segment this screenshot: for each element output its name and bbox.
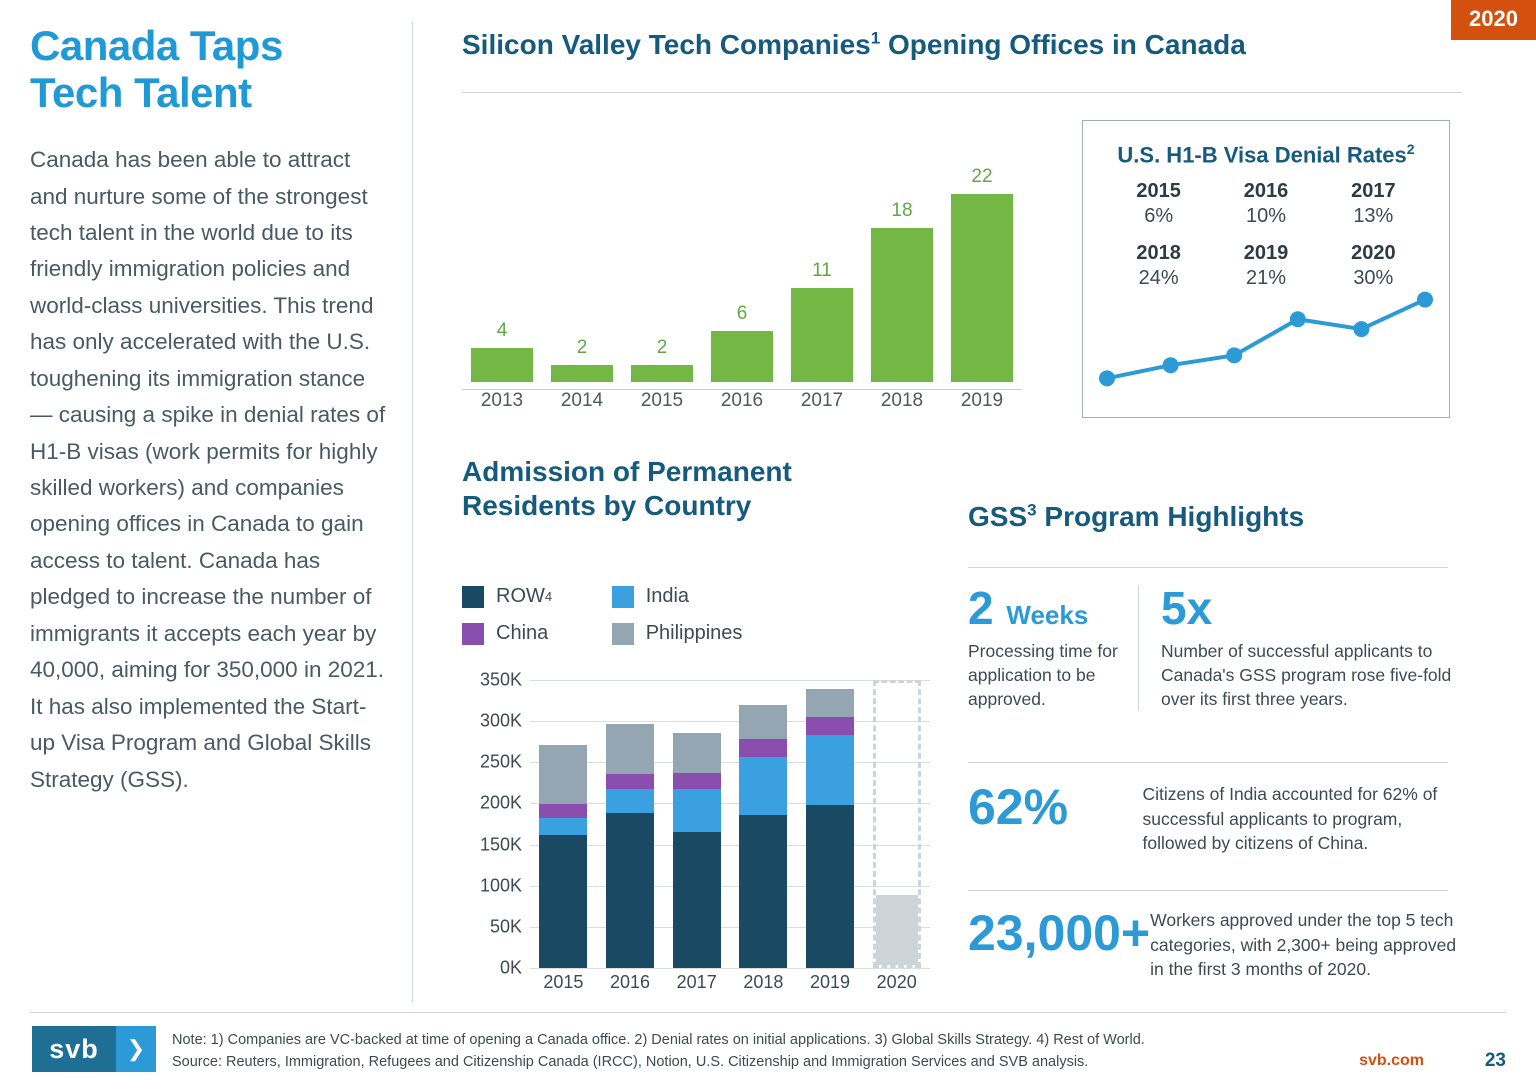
bar bbox=[551, 365, 613, 382]
bar-value-label: 18 bbox=[891, 200, 913, 222]
bar-group bbox=[462, 152, 1022, 382]
pr-bar-segment bbox=[806, 735, 854, 805]
pr-y-tick: 300K bbox=[479, 710, 522, 731]
divider-top bbox=[462, 92, 1462, 93]
pr-chart-title bbox=[462, 455, 932, 522]
divider-gss-1 bbox=[968, 567, 1448, 568]
highlight-62-number: 62% bbox=[968, 779, 1069, 835]
pr-stacked-bar bbox=[739, 705, 787, 968]
pr-bar-segment bbox=[539, 745, 587, 804]
highlight-fivex-number: 5x bbox=[1161, 582, 1213, 634]
pr-chart-header bbox=[462, 455, 932, 522]
pr-plot-area bbox=[530, 680, 930, 968]
bar bbox=[471, 348, 533, 382]
bar-value-label: 6 bbox=[736, 302, 748, 324]
top-chart-title bbox=[462, 28, 1462, 62]
pr-bar-segment bbox=[539, 804, 587, 818]
h1b-data-point bbox=[1226, 347, 1242, 363]
svb-website-link[interactable]: svb.com bbox=[1359, 1052, 1424, 1069]
highlight-row-1 bbox=[968, 582, 1468, 711]
pr-column bbox=[730, 705, 797, 968]
h1b-year: 2016 bbox=[1243, 180, 1289, 203]
legend-item bbox=[462, 585, 602, 608]
divider-gss-2 bbox=[968, 762, 1448, 763]
highlight-23000-number: 23,000+ bbox=[968, 905, 1151, 961]
legend-swatch bbox=[462, 623, 484, 645]
h1b-rate: 21% bbox=[1245, 267, 1286, 290]
gss-title-text: GSS bbox=[968, 501, 1028, 532]
legend-label: Philippines bbox=[645, 622, 743, 644]
top-chart-title-rest: Opening Offices in Canada bbox=[880, 29, 1246, 60]
bar-slot bbox=[462, 320, 542, 382]
h1b-panel-title bbox=[1083, 141, 1449, 168]
pr-legend bbox=[462, 585, 792, 645]
pr-y-tick: 250K bbox=[479, 751, 522, 772]
pr-y-tick: 0K bbox=[499, 957, 522, 978]
h1b-denial-panel bbox=[1082, 120, 1450, 418]
pr-stacked-bar bbox=[673, 733, 721, 968]
footer-note-line1: Note: 1) Companies are VC-backed at time of opening a Canada office. 2) Denial rates on initial applications. 3) Global Skills Strategy. 4) Rest of World. bbox=[172, 1032, 1145, 1048]
pr-column bbox=[597, 724, 664, 968]
bar-value-label: 2 bbox=[656, 336, 668, 358]
bar bbox=[631, 365, 693, 382]
pr-y-tick: 100K bbox=[479, 875, 522, 896]
legend-swatch bbox=[462, 586, 484, 608]
highlight-23000-number-cell bbox=[968, 905, 1151, 961]
pr-bar-segment bbox=[806, 717, 854, 735]
legend-label: India bbox=[645, 585, 690, 607]
highlight-62-number-cell bbox=[968, 779, 1143, 835]
footer-divider bbox=[30, 1012, 1506, 1013]
bar bbox=[711, 331, 773, 382]
bar-category-label: 2019 bbox=[960, 390, 1004, 411]
bar-category-label: 2014 bbox=[560, 390, 604, 411]
bar-slot bbox=[862, 200, 942, 382]
pr-stacked-bar bbox=[806, 689, 854, 968]
pr-bar-segment bbox=[673, 733, 721, 773]
pr-bar-segment bbox=[673, 832, 721, 968]
pr-bar-segment bbox=[606, 789, 654, 814]
highlight-weeks bbox=[968, 582, 1128, 711]
pr-stacked-chart bbox=[462, 669, 942, 1000]
pr-gridline bbox=[530, 968, 930, 969]
pr-column bbox=[863, 680, 930, 968]
h1b-title-text: U.S. H1-B Visa Denial Rates bbox=[1117, 142, 1407, 168]
h1b-cell bbox=[1320, 180, 1427, 228]
legend-swatch bbox=[612, 586, 634, 608]
pr-bar-segment bbox=[739, 705, 787, 740]
h1b-title-footnote: 2 bbox=[1406, 141, 1415, 157]
pr-bar-segment bbox=[806, 689, 854, 717]
page-title bbox=[30, 22, 412, 116]
pr-y-tick: 200K bbox=[479, 792, 522, 813]
pr-projection-fill bbox=[876, 895, 918, 965]
h1b-year: 2019 bbox=[1243, 242, 1289, 265]
legend-item bbox=[462, 622, 602, 645]
h1b-cell bbox=[1212, 180, 1319, 228]
pr-bar-segment bbox=[606, 813, 654, 968]
highlight-62-text: Citizens of India accounted for 62% of successful applicants to program, followed by citizens of China. bbox=[1142, 784, 1438, 853]
legend-swatch bbox=[612, 623, 634, 645]
highlight-row-2 bbox=[968, 779, 1468, 856]
pr-x-tick: 2017 bbox=[676, 972, 717, 992]
bar-category-label: 2018 bbox=[880, 390, 924, 411]
pr-bar-segment bbox=[606, 774, 654, 789]
bar-value-label: 4 bbox=[496, 319, 508, 341]
bar-axis-labels bbox=[462, 390, 1022, 420]
highlight-23000-text: Workers approved under the top 5 tech categories, with 2,300+ being approved in the first 3 months of 2020. bbox=[1150, 910, 1457, 979]
pr-title-line2: Residents by Country bbox=[462, 489, 752, 521]
svb-logo-text: svb bbox=[32, 1026, 116, 1072]
top-chart-title-footnote: 1 bbox=[870, 28, 881, 48]
divider-gss-3 bbox=[968, 890, 1448, 891]
pr-column bbox=[530, 745, 597, 968]
h1b-year: 2017 bbox=[1351, 180, 1396, 203]
h1b-year: 2015 bbox=[1136, 180, 1181, 203]
bar-slot bbox=[942, 166, 1022, 382]
bar-category-label: 2017 bbox=[800, 390, 844, 411]
pr-bar-segment bbox=[606, 724, 654, 773]
pr-title-line1: Admission of Permanent bbox=[462, 456, 792, 487]
legend-item bbox=[612, 585, 792, 608]
left-column bbox=[30, 22, 413, 1002]
h1b-cell bbox=[1105, 180, 1212, 228]
bar-value-label: 11 bbox=[812, 260, 832, 282]
pr-x-axis-labels bbox=[530, 972, 930, 993]
pr-y-tick: 50K bbox=[489, 916, 522, 937]
legend-label: China bbox=[496, 622, 549, 644]
h1b-rate: 10% bbox=[1245, 205, 1286, 228]
pr-x-tick: 2015 bbox=[543, 972, 584, 992]
page-number: 23 bbox=[1484, 1050, 1506, 1071]
bar-slot bbox=[702, 303, 782, 382]
pr-bar-segment bbox=[673, 789, 721, 832]
h1b-rate: 30% bbox=[1353, 267, 1394, 290]
legend-label-footnote: 4 bbox=[544, 589, 553, 604]
highlight-fivex bbox=[1161, 582, 1461, 711]
gss-title-footnote: 3 bbox=[1027, 500, 1037, 520]
chevron-right-icon: ❯ bbox=[116, 1026, 156, 1072]
page-title-line1: Canada Taps bbox=[30, 22, 283, 69]
h1b-trend-line bbox=[1083, 271, 1449, 416]
pr-bar-segment bbox=[806, 805, 854, 968]
gss-title-rest: Program Highlights bbox=[1036, 501, 1305, 532]
pr-y-tick: 150K bbox=[479, 834, 522, 855]
pr-bar-segment bbox=[539, 835, 587, 968]
highlight-weeks-text: Processing time for application to be approved. bbox=[968, 641, 1118, 710]
h1b-data-point bbox=[1353, 321, 1369, 337]
h1b-rate: 13% bbox=[1353, 205, 1394, 228]
bar bbox=[791, 288, 853, 382]
bar-category-label: 2015 bbox=[640, 390, 684, 411]
h1b-data-point bbox=[1163, 357, 1179, 373]
h1b-data-point bbox=[1099, 370, 1115, 386]
bar bbox=[871, 228, 933, 382]
pr-bar-segment bbox=[539, 818, 587, 834]
gss-header bbox=[968, 500, 1448, 534]
h1b-data-point bbox=[1417, 292, 1433, 308]
h1b-data-point bbox=[1290, 311, 1306, 327]
h1b-rate: 6% bbox=[1144, 205, 1174, 228]
highlight-weeks-unit: Weeks bbox=[1006, 600, 1089, 630]
gss-title bbox=[968, 500, 1448, 534]
bar-value-label: 2 bbox=[576, 336, 588, 358]
pr-stacked-bar bbox=[606, 724, 654, 968]
h1b-year: 2020 bbox=[1351, 242, 1396, 265]
bar-slot bbox=[782, 260, 862, 382]
bar-slot bbox=[622, 337, 702, 382]
bar-category-label: 2013 bbox=[480, 390, 524, 411]
highlight-divider-vertical bbox=[1138, 585, 1139, 711]
highlight-weeks-number bbox=[968, 582, 1128, 634]
h1b-rate: 24% bbox=[1138, 267, 1179, 290]
pr-bar-segment bbox=[739, 739, 787, 757]
pr-y-tick: 350K bbox=[479, 669, 522, 690]
pr-column bbox=[797, 689, 864, 968]
top-chart-header bbox=[462, 28, 1462, 93]
svb-logo[interactable] bbox=[32, 1026, 156, 1072]
pr-projection-outline bbox=[873, 680, 921, 968]
pr-x-tick: 2016 bbox=[609, 972, 651, 992]
bar-category-label: 2016 bbox=[720, 390, 764, 411]
page-title-line2: Tech Talent bbox=[30, 69, 252, 117]
bar bbox=[951, 194, 1013, 382]
h1b-year: 2018 bbox=[1136, 242, 1181, 265]
bar-value-label: 22 bbox=[971, 166, 993, 188]
highlight-fivex-text: Number of successful applicants to Canada's GSS program rose five-fold over its first three years. bbox=[1161, 641, 1452, 710]
pr-x-tick: 2018 bbox=[743, 972, 784, 992]
pr-x-tick: 2019 bbox=[810, 972, 851, 992]
top-chart-title-text: Silicon Valley Tech Companies bbox=[462, 29, 871, 60]
pr-bar-segment bbox=[739, 815, 787, 968]
pr-stacked-bar bbox=[539, 745, 587, 968]
highlight-weeks-value: 2 bbox=[968, 582, 994, 634]
legend-item bbox=[612, 622, 792, 645]
pr-column bbox=[663, 733, 730, 968]
intro-paragraph: Canada has been able to attract and nurture some of the strongest tech talent in the world due to its friendly immigration policies and world-class universities. This trend has only accelerated with the U.S. toughening its immigration stance — causing a spike in denial rates of H1-B visas (work permits for highly skilled workers) and companies opening offices in Canada to gain access to talent. Canada has pledged to increase the number of immigrants it accepts each year by 40,000, aiming for 350,000 in 2021. It has also implemented the Start-up Visa Program and Global Skills Strategy (GSS). bbox=[30, 147, 386, 792]
bar-slot bbox=[542, 337, 622, 382]
pr-bar-segment bbox=[739, 757, 787, 815]
pr-y-axis-labels bbox=[462, 669, 522, 978]
pr-x-tick: 2020 bbox=[876, 972, 917, 992]
highlight-row-3 bbox=[968, 905, 1468, 982]
pr-bar-segment bbox=[673, 773, 721, 789]
footer-note-line2: Source: Reuters, Immigration, Refugees and Citizenship Canada (IRCC), Notion, U.S. Citizenship and Immigration Services and SVB analysis. bbox=[172, 1053, 1089, 1070]
year-tab: 2020 bbox=[1451, 0, 1536, 40]
pr-bar-columns bbox=[530, 680, 930, 968]
legend-label: ROW bbox=[496, 585, 545, 607]
offices-bar-chart bbox=[462, 130, 1022, 420]
footer-notes bbox=[172, 1030, 1302, 1074]
